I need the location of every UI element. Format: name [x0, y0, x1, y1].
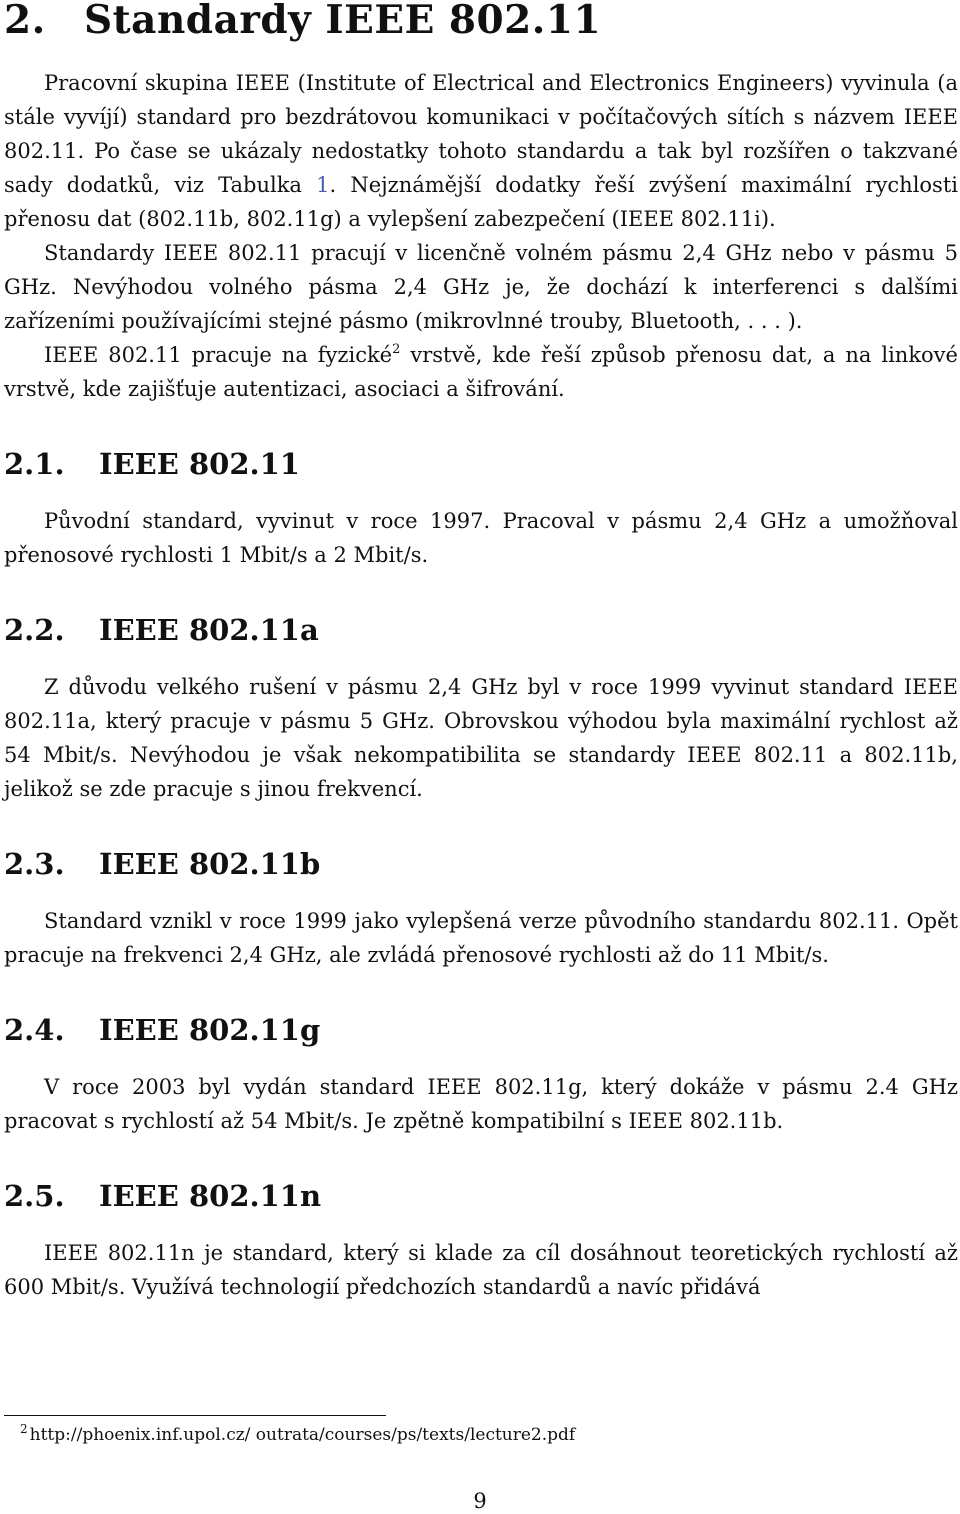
footnote [4, 1423, 954, 1447]
section-2-3 [4, 844, 958, 972]
section-title: IEEE 802.11g [99, 1013, 321, 1047]
intro-text-1b: . Nejznámější dodatky řeší zvýšení maximální rychlosti přenosu dat (802.11b, 802.11g) a vylepšení zabezpečení (IEEE 802.11i). [4, 173, 958, 231]
section-heading [4, 1010, 958, 1050]
intro-paragraph-3 [4, 338, 958, 406]
section-heading [4, 444, 958, 484]
section-paragraph: Z důvodu velkého rušení v pásmu 2,4 GHz byl v roce 1999 vyvinut standard IEEE 802.11a, který pracuje v pásmu 5 GHz. Obrovskou výhodou byla maximální rychlost až 54 Mbit/s. Nevýhodou je však nekompatibilita se standardy IEEE 802.11 a 802.11b, jelikož se zde pracuje s jinou frekvencí. [4, 675, 958, 801]
section-heading [4, 610, 958, 650]
intro-text-1a: Pracovní skupina IEEE (Institute of Electrical and Electronics Engineers) vyvinula (a stále vyvíjí) standard pro bezdrátovou komunikaci v počítačových sítích s názvem IEEE 802.11. Po čase se ukázaly nedostatky tohoto standardu a tak byl rozšířen o takzvané sady dodatků, viz Tabulka [4, 71, 958, 197]
document-page [4, 0, 958, 1304]
chapter-title: Standardy IEEE 802.11 [84, 0, 602, 43]
section-title: IEEE 802.11a [99, 613, 319, 647]
intro-block [4, 66, 958, 406]
footnote-number: 2 [20, 1422, 28, 1436]
section-paragraph: V roce 2003 byl vydán standard IEEE 802.11g, který dokáže v pásmu 2.4 GHz pracovat s rychlostí až 54 Mbit/s. Je zpětně kompatibilní s IEEE 802.11b. [4, 1075, 958, 1133]
section-paragraph: IEEE 802.11n je standard, který si klade za cíl dosáhnout teoretických rychlostí až 600 Mbit/s. Využívá technologií předchozích standardů a navíc přidává [4, 1241, 958, 1299]
section-number: 2.4. [4, 1013, 65, 1047]
section-title: IEEE 802.11n [99, 1179, 322, 1213]
footnote-divider [4, 1415, 386, 1416]
section-number: 2.2. [4, 613, 65, 647]
section-number: 2.1. [4, 447, 65, 481]
section-title: IEEE 802.11b [99, 847, 321, 881]
section-heading [4, 844, 958, 884]
chapter-number: 2. [4, 0, 46, 43]
section-paragraph: Původní standard, vyvinut v roce 1997. Pracoval v pásmu 2,4 GHz a umožňoval přenosové rychlosti 1 Mbit/s a 2 Mbit/s. [4, 509, 958, 567]
table-reference-link[interactable]: 1 [316, 173, 330, 197]
section-2-1 [4, 444, 958, 572]
section-2-5 [4, 1176, 958, 1304]
footnote-marker[interactable]: 2 [392, 342, 401, 357]
section-title: IEEE 802.11 [99, 447, 300, 481]
section-paragraph: Standard vznikl v roce 1999 jako vylepšená verze původního standardu 802.11. Opět pracuje na frekvenci 2,4 GHz, ale zvládá přenosové rychlosti až do 11 Mbit/s. [4, 909, 958, 967]
intro-paragraph-2: Standardy IEEE 802.11 pracují v licenčně volném pásmu 2,4 GHz nebo v pásmu 5 GHz. Nevýhodou volného pásma 2,4 GHz je, že dochází k interferenci s dalšími zařízeními používajícími stejné pásmo (mikrovlnné trouby, Bluetooth, . . . ). [4, 241, 958, 333]
intro-text-3a: IEEE 802.11 pracuje na fyzické [44, 343, 393, 367]
footnote-url[interactable]: http://phoenix.inf.upol.cz/ outrata/courses/ps/texts/lecture2.pdf [29, 1425, 576, 1445]
intro-paragraph-1 [4, 66, 958, 236]
section-2-4 [4, 1010, 958, 1138]
section-number: 2.3. [4, 847, 65, 881]
section-2-2 [4, 610, 958, 806]
section-number: 2.5. [4, 1179, 65, 1213]
intro-text-3b: vrstvě, kde řeší způsob přenosu dat, a na linkové vrstvě, kde zajišťuje autentizaci, asociaci a šifrování. [4, 343, 958, 401]
page-number: 9 [473, 1489, 487, 1513]
chapter-heading [4, 0, 958, 43]
section-heading [4, 1176, 958, 1216]
